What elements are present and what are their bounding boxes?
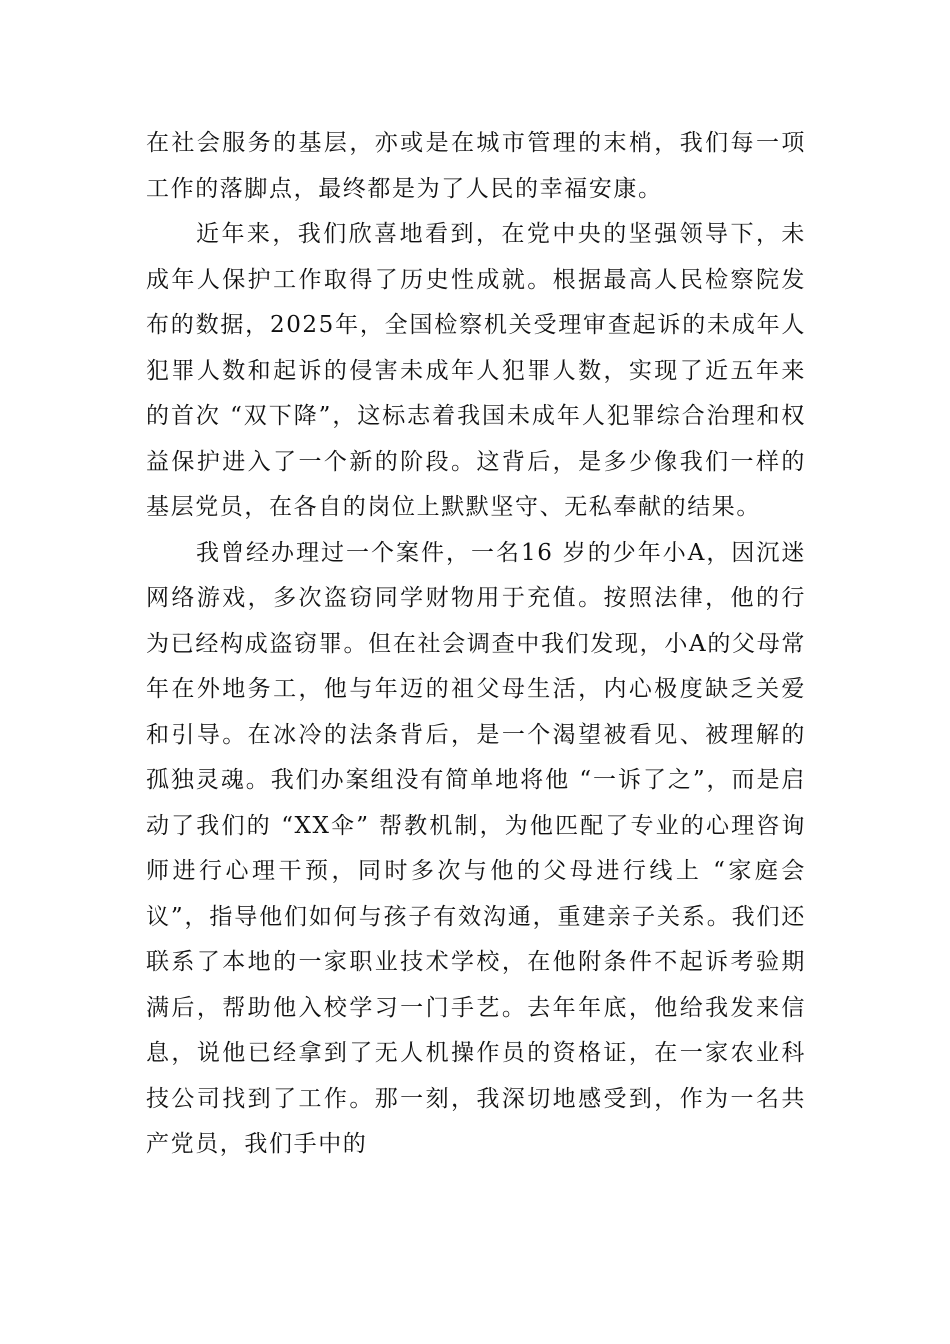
paragraph-1: 在社会服务的基层，亦或是在城市管理的末梢，我们每一项工作的落脚点，最终都是为了人民的幸福安康。 [146,130,806,202]
paragraph-2: 近年来，我们欣喜地看到，在党中央的坚强领导下，未成年人保护工作取得了历史性成就。根据最高人民检察院发布的数据，2025年，全国检察机关受理审查起诉的未成年人犯罪人数和起诉的侵害未成年人犯罪人数，实现了近五年来的首次 “双下降”，这标志着我国未成年人犯罪综合治理和权益保护进入了一个新的阶段。这背后，是多少像我们一样的基层党员，在各自的岗位上默默坚守、无私奉献的结果。 [146,221,806,520]
paragraph-3: 我曾经办理过一个案件，一名16 岁的少年小A，因沉迷网络游戏，多次盗窃同学财物用于充值。按照法律，他的行为已经构成盗窃罪。但在社会调查中我们发现，小A的父母常年在外地务工，他与年迈的祖父母生活，内心极度缺乏关爱和引导。在冰冷的法条背后，是一个渴望被看见、被理解的孤独灵魂。我们办案组没有简单地将他 “一诉了之”，而是启动了我们的 “XX伞” 帮教机制，为他匹配了专业的心理咨询师进行心理干预，同时多次与他的父母进行线上 “家庭会议”，指导他们如何与孩子有效沟通，重建亲子关系。我们还联系了本地的一家职业技术学校，在他附条件不起诉考验期满后，帮助他入校学习一门手艺。去年年底，他给我发来信息，说他已经拿到了无人机操作员的资格证，在一家农业科技公司找到了工作。那一刻，我深切地感受到，作为一名共产党员，我们手中的 [146,539,806,1157]
document-body [146,121,806,1168]
